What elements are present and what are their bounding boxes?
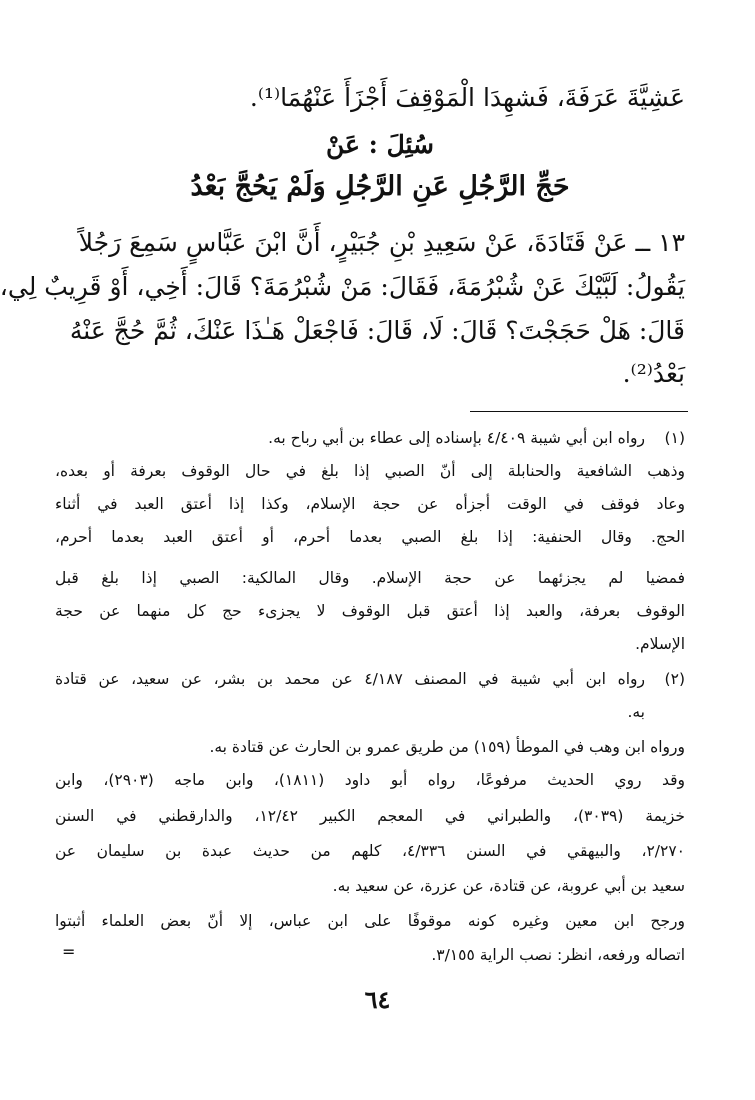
hadith-line-1: ١٣ ــ عَنْ قَتَادَةَ، عَنْ سَعِيدِ بْنِ جُبَيْرٍ، أَنَّ ابْنَ عَبَّاسٍ سَمِعَ رَجُلاً bbox=[78, 228, 685, 257]
section-heading-asked: سُئِلَ : عَنْ bbox=[325, 130, 434, 159]
footnote-1-number: (١) bbox=[664, 429, 685, 447]
footnote-2-line: وقد روي الحديث مرفوعًا، رواه أبو داود (١٨١١)، وابن ماجه (٢٩٠٣)، وابن bbox=[55, 771, 685, 789]
footnote-2-line: سعيد بن أبي عروبة، عن قتادة، عن عزرة، عن سعيد به. bbox=[332, 877, 685, 895]
text-line-continuation: عَشِيَّةَ عَرَفَةَ، فَشهِدَا الْمَوْقِفَ أَجْزَأَ عَنْهُمَا⁽¹⁾. bbox=[249, 83, 685, 112]
footnote-2-line: به. bbox=[627, 703, 645, 721]
page-number: ٦٤ bbox=[364, 985, 391, 1014]
continuation-mark: = bbox=[62, 942, 76, 961]
footnote-2-line: ورواه ابن وهب في الموطأ (١٥٩) من طريق عمرو بن الحارث عن قتادة به. bbox=[209, 738, 685, 756]
footnote-2-line: ورجح ابن معين وغيره كونه موقوفًا على ابن عباس، إلا أنّ بعض العلماء أثبتوا bbox=[55, 912, 685, 930]
footnote-1-line: الوقوف بعرفة، والعبد إذا أعتق قبل الوقوف لا يجزىء حج كل منهما عن حجة bbox=[55, 602, 685, 620]
footnote-1-line: الحج. وقال الحنفية: إذا بلغ الصبي بعدما أحرم، أو أعتق العبد بعدما أحرم، bbox=[55, 528, 685, 546]
footnote-1-line: وذهب الشافعية والحنابلة إلى أنّ الصبي إذا بلغ في حال الوقوف بعرفة أو بعده، bbox=[55, 462, 685, 480]
hadith-line-2: يَقُولُ: لَبَّيْكَ عَنْ شُبْرُمَةَ، فَقَالَ: مَنْ شُبْرُمَةَ؟ قَالَ: أَخِي، أَوْ قَرِيبٌ لِي، bbox=[0, 272, 685, 301]
section-heading-title: حَجِّ الرَّجُلِ عَنِ الرَّجُلِ وَلَمْ يَحُجَّ بَعْدُ bbox=[190, 171, 570, 202]
footnote-2-line: رواه ابن أبي شيبة في المصنف ٤/١٨٧ عن محمد بن بشر، عن سعيد، عن قتادة bbox=[55, 670, 645, 688]
hadith-line-3: قَالَ: هَلْ حَجَجْتَ؟ قَالَ: لَا، قَالَ: فَاجْعَلْ هَـٰذَا عَنْكَ، ثُمَّ حُجَّ عَنْهُ bbox=[69, 316, 685, 345]
footnote-1-line: وعاد فوقف في الوقت أجزأه عن حجة الإسلام، وكذا إذا أعتق العبد في أثناء bbox=[55, 495, 685, 513]
hadith-line-4: بَعْدُ⁽²⁾. bbox=[622, 359, 685, 388]
footnote-1-line: الإسلام. bbox=[635, 635, 685, 653]
footnote-1-line: رواه ابن أبي شيبة ٤/٤٠٩ بإسناده إلى عطاء بن أبي رباح به. bbox=[268, 429, 645, 447]
footnote-2-line: ٢/٢٧٠، والبيهقي في السنن ٤/٣٣٦، كلهم من حديث عبدة بن سليمان عن bbox=[55, 842, 685, 860]
footnote-separator bbox=[470, 411, 688, 412]
footnote-2-line: خزيمة (٣٠٣٩)، والطبراني في المعجم الكبير ١٢/٤٢، والدارقطني في السنن bbox=[55, 807, 686, 825]
footnote-1-line: فمضيا لم يجزئهما عن حجة الإسلام. وقال المالكية: الصبي إذا بلغ قبل bbox=[55, 569, 685, 587]
footnote-2-line: اتصاله ورفعه، انظر: نصب الراية ٣/١٥٥. bbox=[431, 946, 685, 964]
footnote-2-number: (٢) bbox=[664, 670, 685, 688]
